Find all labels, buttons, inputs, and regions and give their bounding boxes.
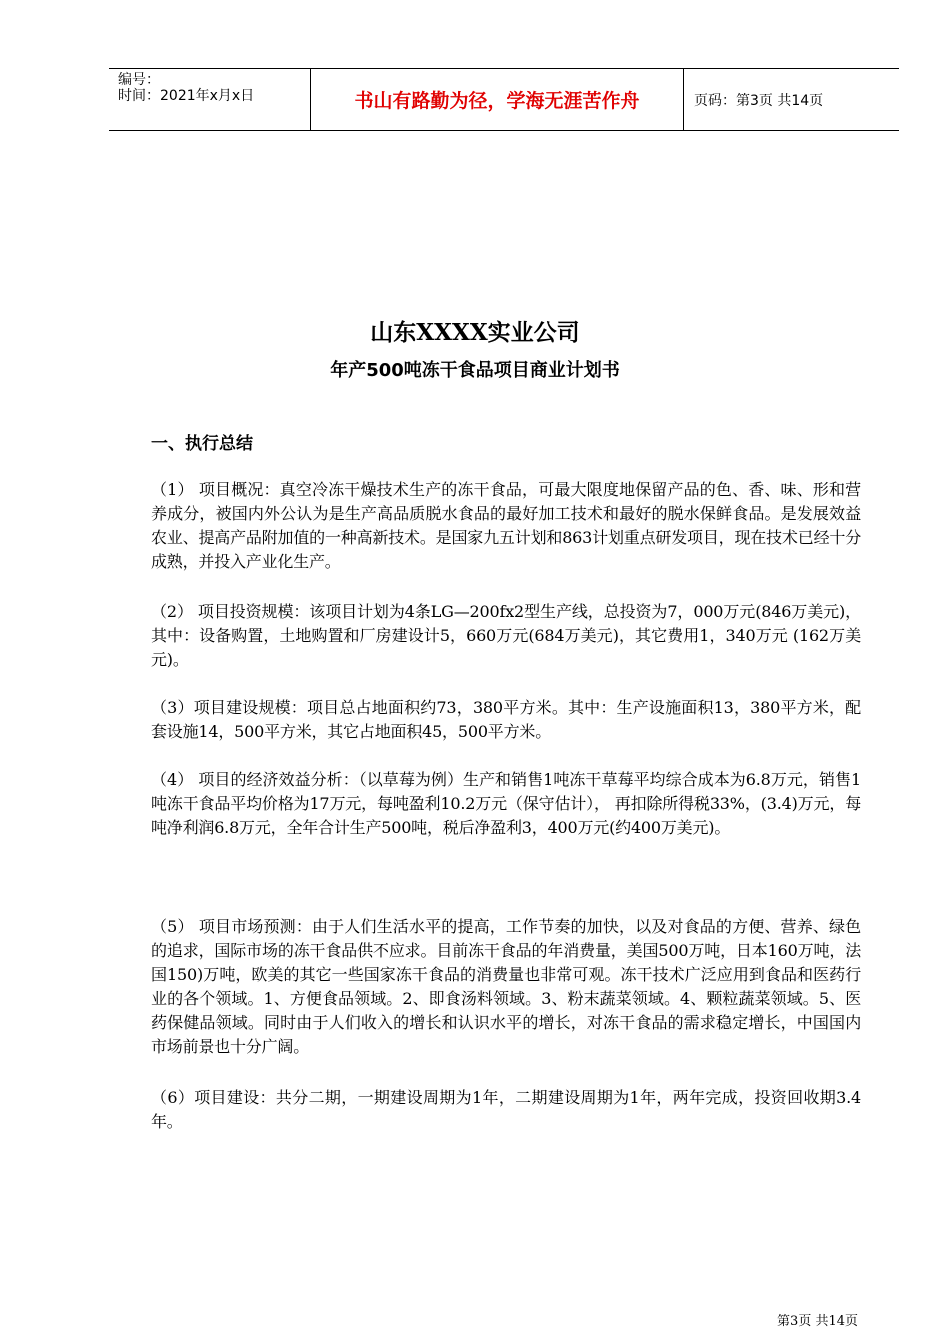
page-footer: 第3页 共14页: [777, 1314, 858, 1329]
paragraph: （1） 项目概况：真空冷冻干燥技术生产的冻干食品，可最大限度地保留产品的色、香、味、形和营养成分，被国内外公认为是生产高品质脱水食品的最好加工技术和最好的脱水保鲜食品。是发展效益农业、提高产品附加值的一种高新技术。是国家九五计划和863计划重点研发项目，现在技术已经十分成熟，并投入产业化生产。: [151, 480, 861, 571]
section-heading: 一、执行总结: [151, 434, 253, 454]
document-title: 山东XXXX实业公司: [370, 319, 580, 346]
page-header: [109, 68, 899, 131]
paragraph: （4） 项目的经济效益分析：（以草莓为例）生产和销售1吨冻干草莓平均综合成本为6.8万元，销售1吨冻干食品平均价格为17万元，每吨盈利10.2万元（保守估计）， 再扣除所得税33%，(3.4)万元，每吨净利润6.8万元，全年合计生产500吨，税后净盈利3，400万元(约400万美元)。: [151, 770, 861, 837]
document-time-label: 时间：2021年x月x日: [118, 88, 255, 104]
paragraph: （5） 项目市场预测：由于人们生活水平的提高，工作节奏的加快，以及对食品的方便、营养、绿色的追求，国际市场的冻干食品供不应求。目前冻干食品的年消费量，美国500万吨，日本160万吨，法国150)万吨，欧美的其它一些国家冻干食品的消费量也非常可观。冻干技术广泛应用到食品和医药行业的各个领域。1、方便食品领域。2、即食汤料领域。3、粉末蔬菜领域。4、颗粒蔬菜领域。5、医药保健品领域。同时由于人们收入的增长和认识水平的增长，对冻干食品的需求稳定增长，中国国内市场前景也十分广阔。: [151, 917, 861, 1056]
paragraph: （3）项目建设规模：项目总占地面积约73，380平方米。其中：生产设施面积13，380平方米，配套设施14，500平方米，其它占地面积45，500平方米。: [151, 698, 861, 741]
header-motto: 书山有路勤为径，学海无涯苦作舟: [310, 69, 684, 130]
paragraph: （2） 项目投资规模：该项目计划为4条LG—200fx2型生产线，总投资为7，000万元(846万美元)，其中：设备购置，土地购置和厂房建设计5，660万元(684万美元)，其它费用1，340万元 (162万美元)。: [151, 602, 861, 669]
document-number-label: 编号：: [118, 72, 160, 88]
paragraph: （6）项目建设：共分二期，一期建设周期为1年，二期建设周期为1年，两年完成，投资回收期3.4年。: [151, 1088, 861, 1131]
header-page-info: 页码：第3页 共14页: [694, 92, 824, 109]
header-meta: [109, 69, 310, 130]
document-subtitle: 年产500吨冻干食品项目商业计划书: [330, 360, 620, 381]
